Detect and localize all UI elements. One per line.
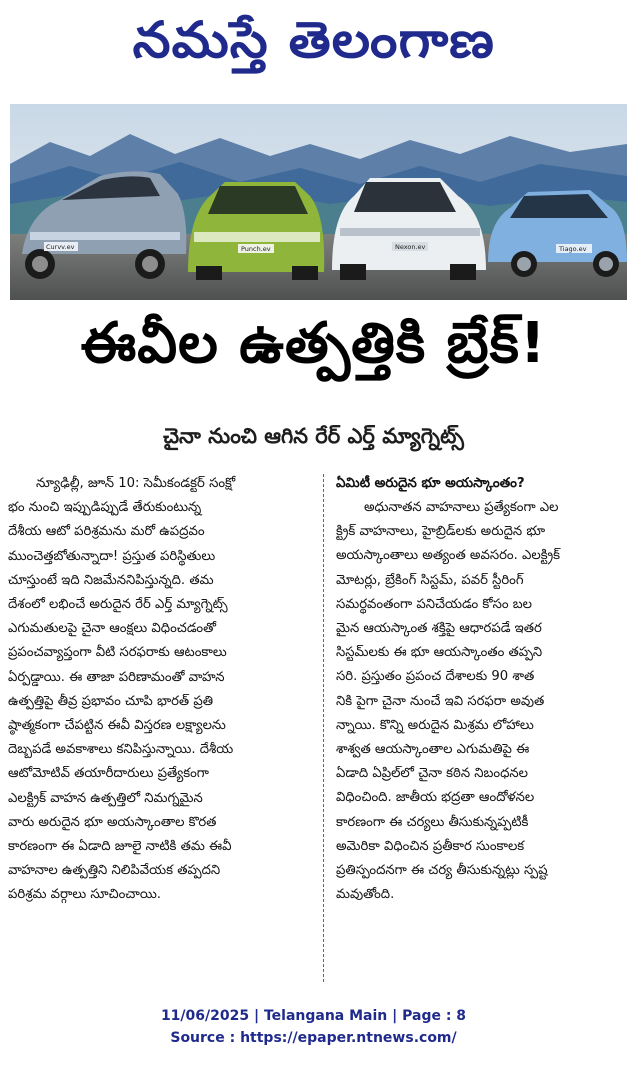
left-article-line: దేశీయ ఆటో పరిశ్రమను మరో ఉపద్రవం bbox=[8, 524, 205, 540]
car-badge-nexon: Nexon.ev bbox=[395, 243, 426, 251]
left-article-line: భం నుంచి ఇప్పుడిప్పుడే తేరుకుంటున్న bbox=[8, 500, 202, 516]
right-article-line: ప్రతిస్పందనగా ఈ చర్య తీసుకున్నట్లు స్పష్ట bbox=[336, 863, 548, 879]
right-article-line: మవుతోంది. bbox=[336, 887, 395, 903]
car-badge-curvv: Curvv.ev bbox=[46, 243, 75, 251]
right-article-line: న్నాయి. కొన్ని అరుదైన మిశ్రమ లోహాలు bbox=[336, 717, 534, 733]
footer-date-edition: 11/06/2025 | Telangana Main | Page : 8 bbox=[160, 1008, 467, 1024]
left-article-line: న్యూఢిల్లీ, జూన్ 10: సెమీకండక్టర్ సంక్షో bbox=[36, 476, 236, 491]
left-article-line: ఎగుమతులపై చైనా ఆంక్షలు విధించడంతో bbox=[8, 621, 216, 637]
right-article-line: మోటర్లు, బ్రేకింగ్ సిస్టమ్, పవర్ స్టీరింగ్ bbox=[336, 572, 524, 588]
left-article-line: పరిశ్రమ వర్గాలు సూచించాయి. bbox=[8, 887, 161, 903]
left-article-line: ఉత్పత్తిపై తీవ్ర ప్రభావం చూపి భారత్ ప్రతి bbox=[8, 693, 214, 709]
masthead-title: నమస్తే తెలంగాణ bbox=[132, 10, 495, 69]
masthead bbox=[0, 0, 627, 92]
page-footer bbox=[0, 1005, 627, 1049]
right-article-line: అయస్కాంతాలు అత్యంత అవసరం. ఎలక్ట్రిక్ bbox=[336, 548, 561, 564]
right-article-line: సమర్థవంతంగా పనిచేయడం కోసం బల bbox=[336, 596, 532, 612]
right-article-line: నికి పైగా చైనా నుంచే ఇవి సరఫరా అవుత bbox=[336, 693, 545, 709]
article-body-left bbox=[8, 472, 312, 908]
right-article-line: శాశ్వత ఆయస్కాంతాల ఎగుమతిపై ఈ bbox=[336, 742, 530, 758]
left-article-line: వాహనాల ఉత్పత్తిని నిలిపివేయక తప్పదని bbox=[8, 863, 221, 879]
left-article-line: ప్రపంచవ్యాప్తంగా వీటి సరఫరాకు ఆటంకాలు bbox=[8, 645, 227, 661]
left-article-line: ఎలక్ట్రిక్ వాహన ఉత్పత్తిలో నిమగ్నమైన bbox=[8, 790, 203, 806]
left-article-line: ఏర్పడ్డాయి. ఈ తాజా పరిణామంతో వాహన bbox=[8, 669, 225, 685]
left-article-line: దెబ్బపడే అవకాశాలు కనిపిస్తున్నాయి. దేశీయ bbox=[8, 742, 234, 758]
right-article-line: ఏడాది ఏప్రిల్‌లో చైనా కఠిన నిబంధనల bbox=[336, 766, 529, 782]
right-article-line: కారణంగా ఈ చర్యలు తీసుకున్నప్పటికీ bbox=[336, 814, 529, 830]
column-divider bbox=[323, 474, 324, 982]
car-badge-punch: Punch.ev bbox=[241, 245, 271, 253]
article-body-right bbox=[336, 496, 627, 907]
article-left-column bbox=[8, 472, 312, 992]
car-badge-tiago: Tiago.ev bbox=[559, 245, 587, 253]
left-article-line: కారణంగా ఈ ఏడాది జూలై నాటికి తమ ఈవీ bbox=[8, 839, 232, 855]
left-article-line: ష్ఠాత్మకంగా చేపట్టిన ఈవీ విస్తరణ లక్ష్యాలను bbox=[8, 718, 226, 734]
right-article-line: అమెరికా విధించిన ప్రతీకార సుంకాలక bbox=[336, 838, 525, 854]
sidebar-heading: ఏమిటీ అరుదైన భూ అయస్కాంతం? bbox=[336, 476, 525, 491]
right-article-line: అధునాతన వాహనాలు ప్రత్యేకంగా ఎల bbox=[364, 500, 559, 515]
right-article-line: క్ట్రిక్ వాహనాలు, హైబ్రిడ్‌లకు అరుదైన భూ bbox=[336, 524, 546, 540]
left-article-line: వారు అరుదైన భూ అయస్కాంతాల కొరత bbox=[8, 814, 217, 830]
left-article-line: ముంచెత్తబోతున్నాదా! ప్రస్తుత పరిస్థితులు bbox=[8, 548, 216, 564]
left-article-line: దేశంలో లభించే అరుదైన రేర్ ఎర్త్ మ్యాగ్నెట్స్ bbox=[8, 597, 228, 613]
ev-cars-photo bbox=[10, 104, 627, 300]
headline bbox=[0, 312, 627, 388]
right-article-line: మైన ఆయస్కాంత శక్తిపై ఆధారపడే ఇతర bbox=[336, 621, 542, 637]
headline-text: ఈవీల ఉత్పత్తికి బ్రేక్! bbox=[80, 310, 547, 376]
subheadline-text: చైనా నుంచి ఆగిన రేర్ ఎర్త్ మ్యాగ్నెట్స్ bbox=[163, 424, 464, 448]
right-article-line: విధించింది. జాతీయ భద్రతా ఆందోళనల bbox=[336, 790, 535, 806]
left-article-line: ఆటోమోటివ్ తయారీదారులు ప్రత్యేకంగా bbox=[8, 766, 209, 782]
article-right-column bbox=[336, 472, 627, 992]
subheadline bbox=[0, 422, 627, 456]
footer-source: Source : https://epaper.ntnews.com/ bbox=[170, 1030, 457, 1046]
right-article-line: సరి. ప్రస్తుతం ప్రపంచ దేశాలకు 90 శాత bbox=[336, 669, 535, 685]
right-article-line: సిస్టమ్‌లకు ఈ భూ ఆయస్కాంతం తప్పని bbox=[336, 645, 543, 661]
left-article-line: చూస్తుంటే ఇది నిజమేననిపిస్తున్నది. తమ bbox=[8, 572, 214, 588]
